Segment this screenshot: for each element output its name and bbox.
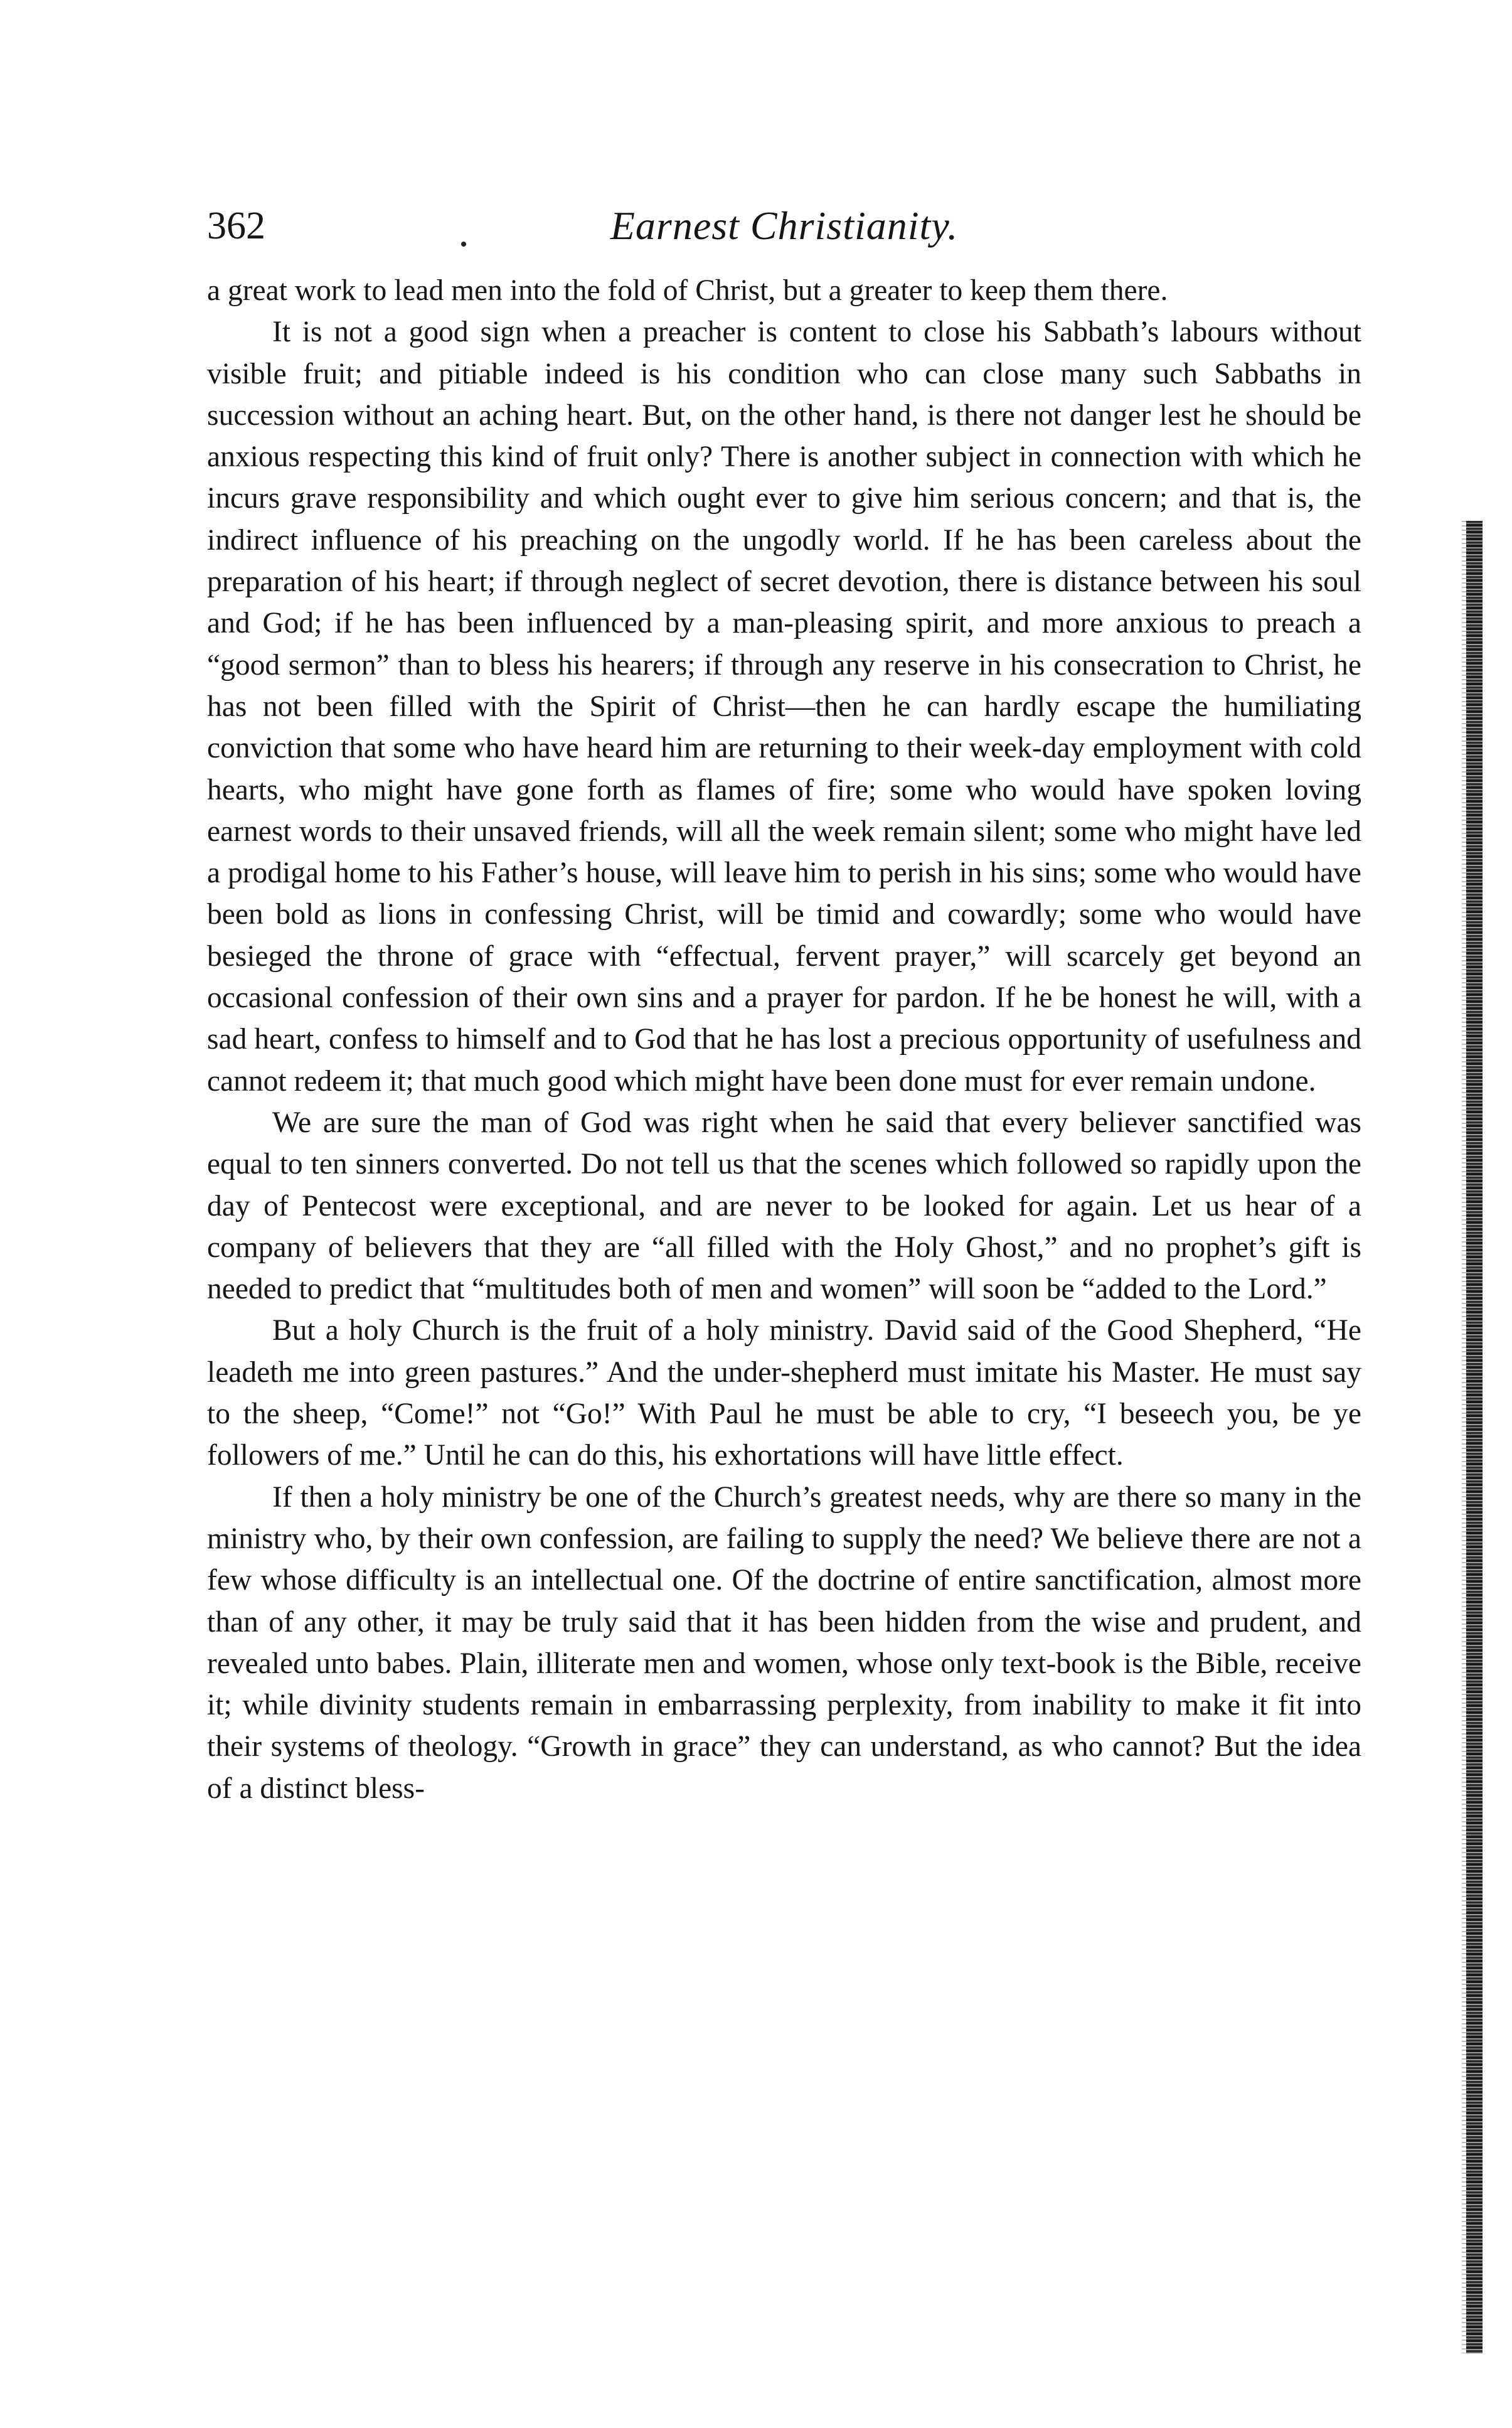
paragraph-continued: a great work to lead men into the fold of Christ, but a greater to keep them there.: [207, 274, 1168, 307]
paragraph: We are sure the man of God was right when he said that every believer sanctified was equal to ten sinners converted. Do not tell us that the scenes which followed so rapidly upon the day of Pentecost were exceptional, and are never to be looked for again. Let us hear of a company of believers that they are “all filled with the Holy Ghost,” and no prophet’s gift is needed to predict that “multitudes both of men and women” will soon be “added to the Lord.”: [207, 1106, 1361, 1306]
running-title: Earnest Christianity.: [610, 203, 959, 248]
printing-speck: [461, 242, 466, 247]
page-edge-binding: [1466, 521, 1483, 2353]
page-header: [207, 201, 1361, 270]
paragraph: It is not a good sign when a preacher is content to close his Sabbath’s labours without visible fruit; and pitiable indeed is his condition who can close many such Sabbaths in succession without an aching heart. But, on the other hand, is there not danger lest he should be anxious respecting this kind of fruit only? There is another subject in connection with which he incurs grave responsibility and which ought ever to give him serious concern; and that is, the indirect influence of his preaching on the ungodly world. If he has been careless about the preparation of his heart; if through neglect of secret devotion, there is distance between his soul and God; if he has been influenced by a man-pleasing spirit, and more anxious to preach a “good sermon” than to bless his hearers; if through any reserve in his consecration to Christ, he has not been filled with the Spirit of Christ—then he can hardly escape the humiliating conviction that some who have heard him are returning to their week-day employment with cold hearts, who might have gone forth as flames of fire; some who would have spoken loving earnest words to their unsaved friends, will all the week remain silent; some who might have led a prodigal home to his Father’s house, will leave him to perish in his sins; some who would have been bold as lions in confessing Christ, will be timid and cowardly; some who would have besieged the throne of grace with “effectual, fervent prayer,” will scarcely get beyond an occasional confession of their own sins and a prayer for pardon. If he be honest he will, with a sad heart, confess to himself and to God that he has lost a precious opportunity of usefulness and cannot redeem it; that much good which might have been done must for ever remain undone.: [207, 316, 1361, 1098]
paragraph: If then a holy ministry be one of the Church’s greatest needs, why are there so many in the ministry who, by their own confession, are failing to supply the need? We believe there are not a few whose difficulty is an intellectual one. Of the doctrine of entire sanctification, almost more than of any other, it may be truly said that it has been hidden from the wise and prudent, and revealed unto babes. Plain, illiterate men and women, whose only text-book is the Bible, receive it; while divinity students remain in embarrassing perplexity, from inability to make it fit into their systems of theology. “Growth in grace” they can understand, as who cannot? But the idea of a distinct bless-: [207, 1480, 1361, 1805]
page-number: 362: [207, 205, 265, 247]
paragraph: But a holy Church is the fruit of a holy ministry. David said of the Good Shepherd, “He leadeth me into green pastures.” And the under-shepherd must imitate his Master. He must say to the sheep, “Come!” not “Go!” With Paul he must be able to cry, “I beseech you, be ye followers of me.” Until he can do this, his exhortations will have little effect.: [207, 1314, 1361, 1472]
body-text: [207, 270, 1361, 1809]
